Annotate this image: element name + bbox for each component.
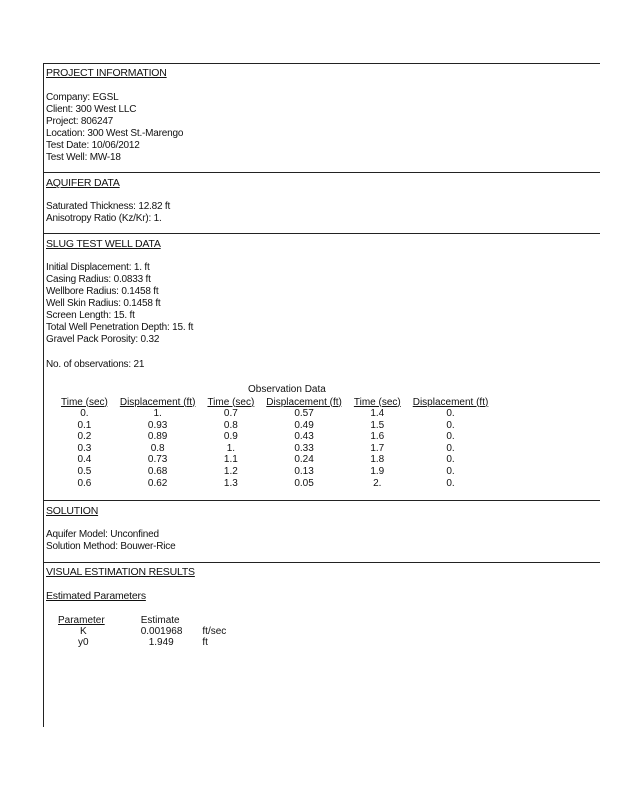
- solution-heading: SOLUTION: [46, 505, 99, 517]
- table-cell: 0.7: [223, 408, 238, 419]
- aquifer-anisotropy: Anisotropy Ratio (Kz/Kr): 1.: [46, 213, 162, 224]
- section-divider: [44, 63, 600, 64]
- project-client: Client: 300 West LLC: [46, 104, 137, 115]
- table-cell: 0.13: [294, 465, 314, 477]
- solution-aquifer-model: Aquifer Model: Unconfined: [46, 529, 159, 540]
- table-row: [55, 420, 494, 432]
- table-cell: 0.33: [294, 442, 314, 454]
- section-divider: [44, 562, 600, 563]
- table-row: [55, 466, 494, 478]
- slug-wellbore-radius: Wellbore Radius: 0.1458 ft: [46, 286, 159, 297]
- table-cell: 0.89: [147, 431, 168, 443]
- estimated-parameters-heading: Estimated Parameters: [46, 590, 146, 602]
- visual-heading: VISUAL ESTIMATION RESULTS: [46, 566, 195, 578]
- project-test-date: Test Date: 10/06/2012: [46, 140, 140, 151]
- aquifer-saturated-thickness: Saturated Thickness: 12.82 ft: [46, 201, 171, 212]
- table-cell: 1.1: [223, 454, 238, 466]
- table-header-row: [55, 396, 494, 408]
- table-cell: 1.2: [223, 465, 238, 477]
- param-unit: ft/sec: [202, 626, 227, 637]
- table-row: [55, 443, 494, 455]
- table-cell: 0.2: [77, 431, 92, 443]
- table-cell: 0.57: [294, 408, 314, 419]
- table-cell: 0.73: [147, 454, 168, 466]
- project-location: Location: 300 West St.-Marengo: [46, 128, 184, 139]
- table-cell: 0.68: [147, 465, 168, 477]
- table-cell: 0.3: [77, 442, 92, 454]
- table-cell: 0.62: [147, 477, 168, 489]
- table-cell: 1.5: [370, 419, 385, 431]
- param-unit: ft: [202, 637, 208, 648]
- table-cell: 1.6: [370, 431, 385, 443]
- table-cell: 1.8: [370, 454, 385, 466]
- observation-title: Observation Data: [248, 384, 326, 395]
- table-cell: 0.: [446, 419, 455, 431]
- table-cell: 0.8: [150, 442, 165, 454]
- table-cell: 1.: [226, 442, 236, 454]
- project-test-well: Test Well: MW-18: [46, 152, 121, 163]
- table-cell: 0.9: [223, 431, 238, 443]
- slug-gravel-pack-porosity: Gravel Pack Porosity: 0.32: [46, 334, 160, 345]
- slug-observation-count: No. of observations: 21: [46, 359, 145, 370]
- table-cell: 1.7: [370, 442, 385, 454]
- slug-casing-radius: Casing Radius: 0.0833 ft: [46, 274, 151, 285]
- section-divider: [44, 172, 600, 173]
- table-cell: 0.: [446, 477, 455, 489]
- slug-well-skin-radius: Well Skin Radius: 0.1458 ft: [46, 298, 161, 309]
- table-cell: 0.8: [223, 419, 238, 431]
- aquifer-heading: AQUIFER DATA: [46, 177, 120, 189]
- param-name: y0: [78, 637, 89, 648]
- table-cell: 0.1: [77, 419, 92, 431]
- table-row: [55, 408, 494, 420]
- col-header: Time (sec): [353, 396, 401, 408]
- slug-heading: SLUG TEST WELL DATA: [46, 238, 161, 250]
- table-cell: 0.6: [77, 477, 92, 489]
- table-cell: 0.93: [147, 419, 168, 431]
- table-row: [52, 626, 232, 637]
- table-cell: 1.9: [370, 465, 385, 477]
- project-number: Project: 806247: [46, 116, 114, 127]
- table-cell: 2.: [373, 477, 382, 489]
- observation-table: [55, 396, 494, 489]
- section-divider: [44, 500, 600, 501]
- col-header: Displacement (ft): [412, 396, 489, 408]
- project-company: Company: EGSL: [46, 92, 119, 103]
- table-row: [55, 454, 494, 466]
- table-row: [52, 637, 232, 648]
- table-cell: 0.: [446, 465, 455, 477]
- table-row: [55, 478, 494, 490]
- table-cell: 1.4: [370, 408, 385, 419]
- slug-screen-length: Screen Length: 15. ft: [46, 310, 135, 321]
- param-value: 0.001968: [140, 626, 183, 637]
- slug-initial-displacement: Initial Displacement: 1. ft: [46, 262, 150, 273]
- section-divider: [44, 233, 600, 234]
- table-cell: 0.49: [294, 419, 314, 431]
- left-margin-rule: [43, 63, 44, 727]
- table-cell: 0.5: [77, 465, 92, 477]
- table-cell: 0.4: [77, 454, 92, 466]
- col-header-unit: [188, 614, 232, 626]
- col-header: Time (sec): [61, 396, 108, 408]
- param-value: 1.949: [148, 637, 174, 648]
- table-cell: 0.: [446, 408, 455, 419]
- param-name: K: [80, 626, 87, 637]
- table-cell: 1.: [153, 408, 162, 419]
- table-cell: 0.: [80, 408, 89, 419]
- col-header: Displacement (ft): [266, 396, 342, 408]
- table-cell: 0.: [446, 454, 455, 466]
- parameters-table: [52, 614, 232, 648]
- table-cell: 0.43: [294, 431, 314, 443]
- table-cell: 0.24: [294, 454, 314, 466]
- table-cell: 0.05: [294, 477, 314, 489]
- col-header-estimate: Estimate: [140, 614, 180, 626]
- table-row: [55, 431, 494, 443]
- table-cell: 0.: [446, 431, 455, 443]
- col-header: Time (sec): [207, 396, 255, 408]
- col-header: Displacement (ft): [119, 396, 196, 408]
- col-header-parameter: Parameter: [58, 614, 105, 626]
- table-header-row: [52, 614, 232, 626]
- table-cell: 0.: [446, 442, 455, 454]
- table-cell: 1.3: [223, 477, 238, 489]
- project-heading: PROJECT INFORMATION: [46, 67, 167, 79]
- slug-penetration-depth: Total Well Penetration Depth: 15. ft: [46, 322, 194, 333]
- solution-method: Solution Method: Bouwer-Rice: [46, 541, 176, 552]
